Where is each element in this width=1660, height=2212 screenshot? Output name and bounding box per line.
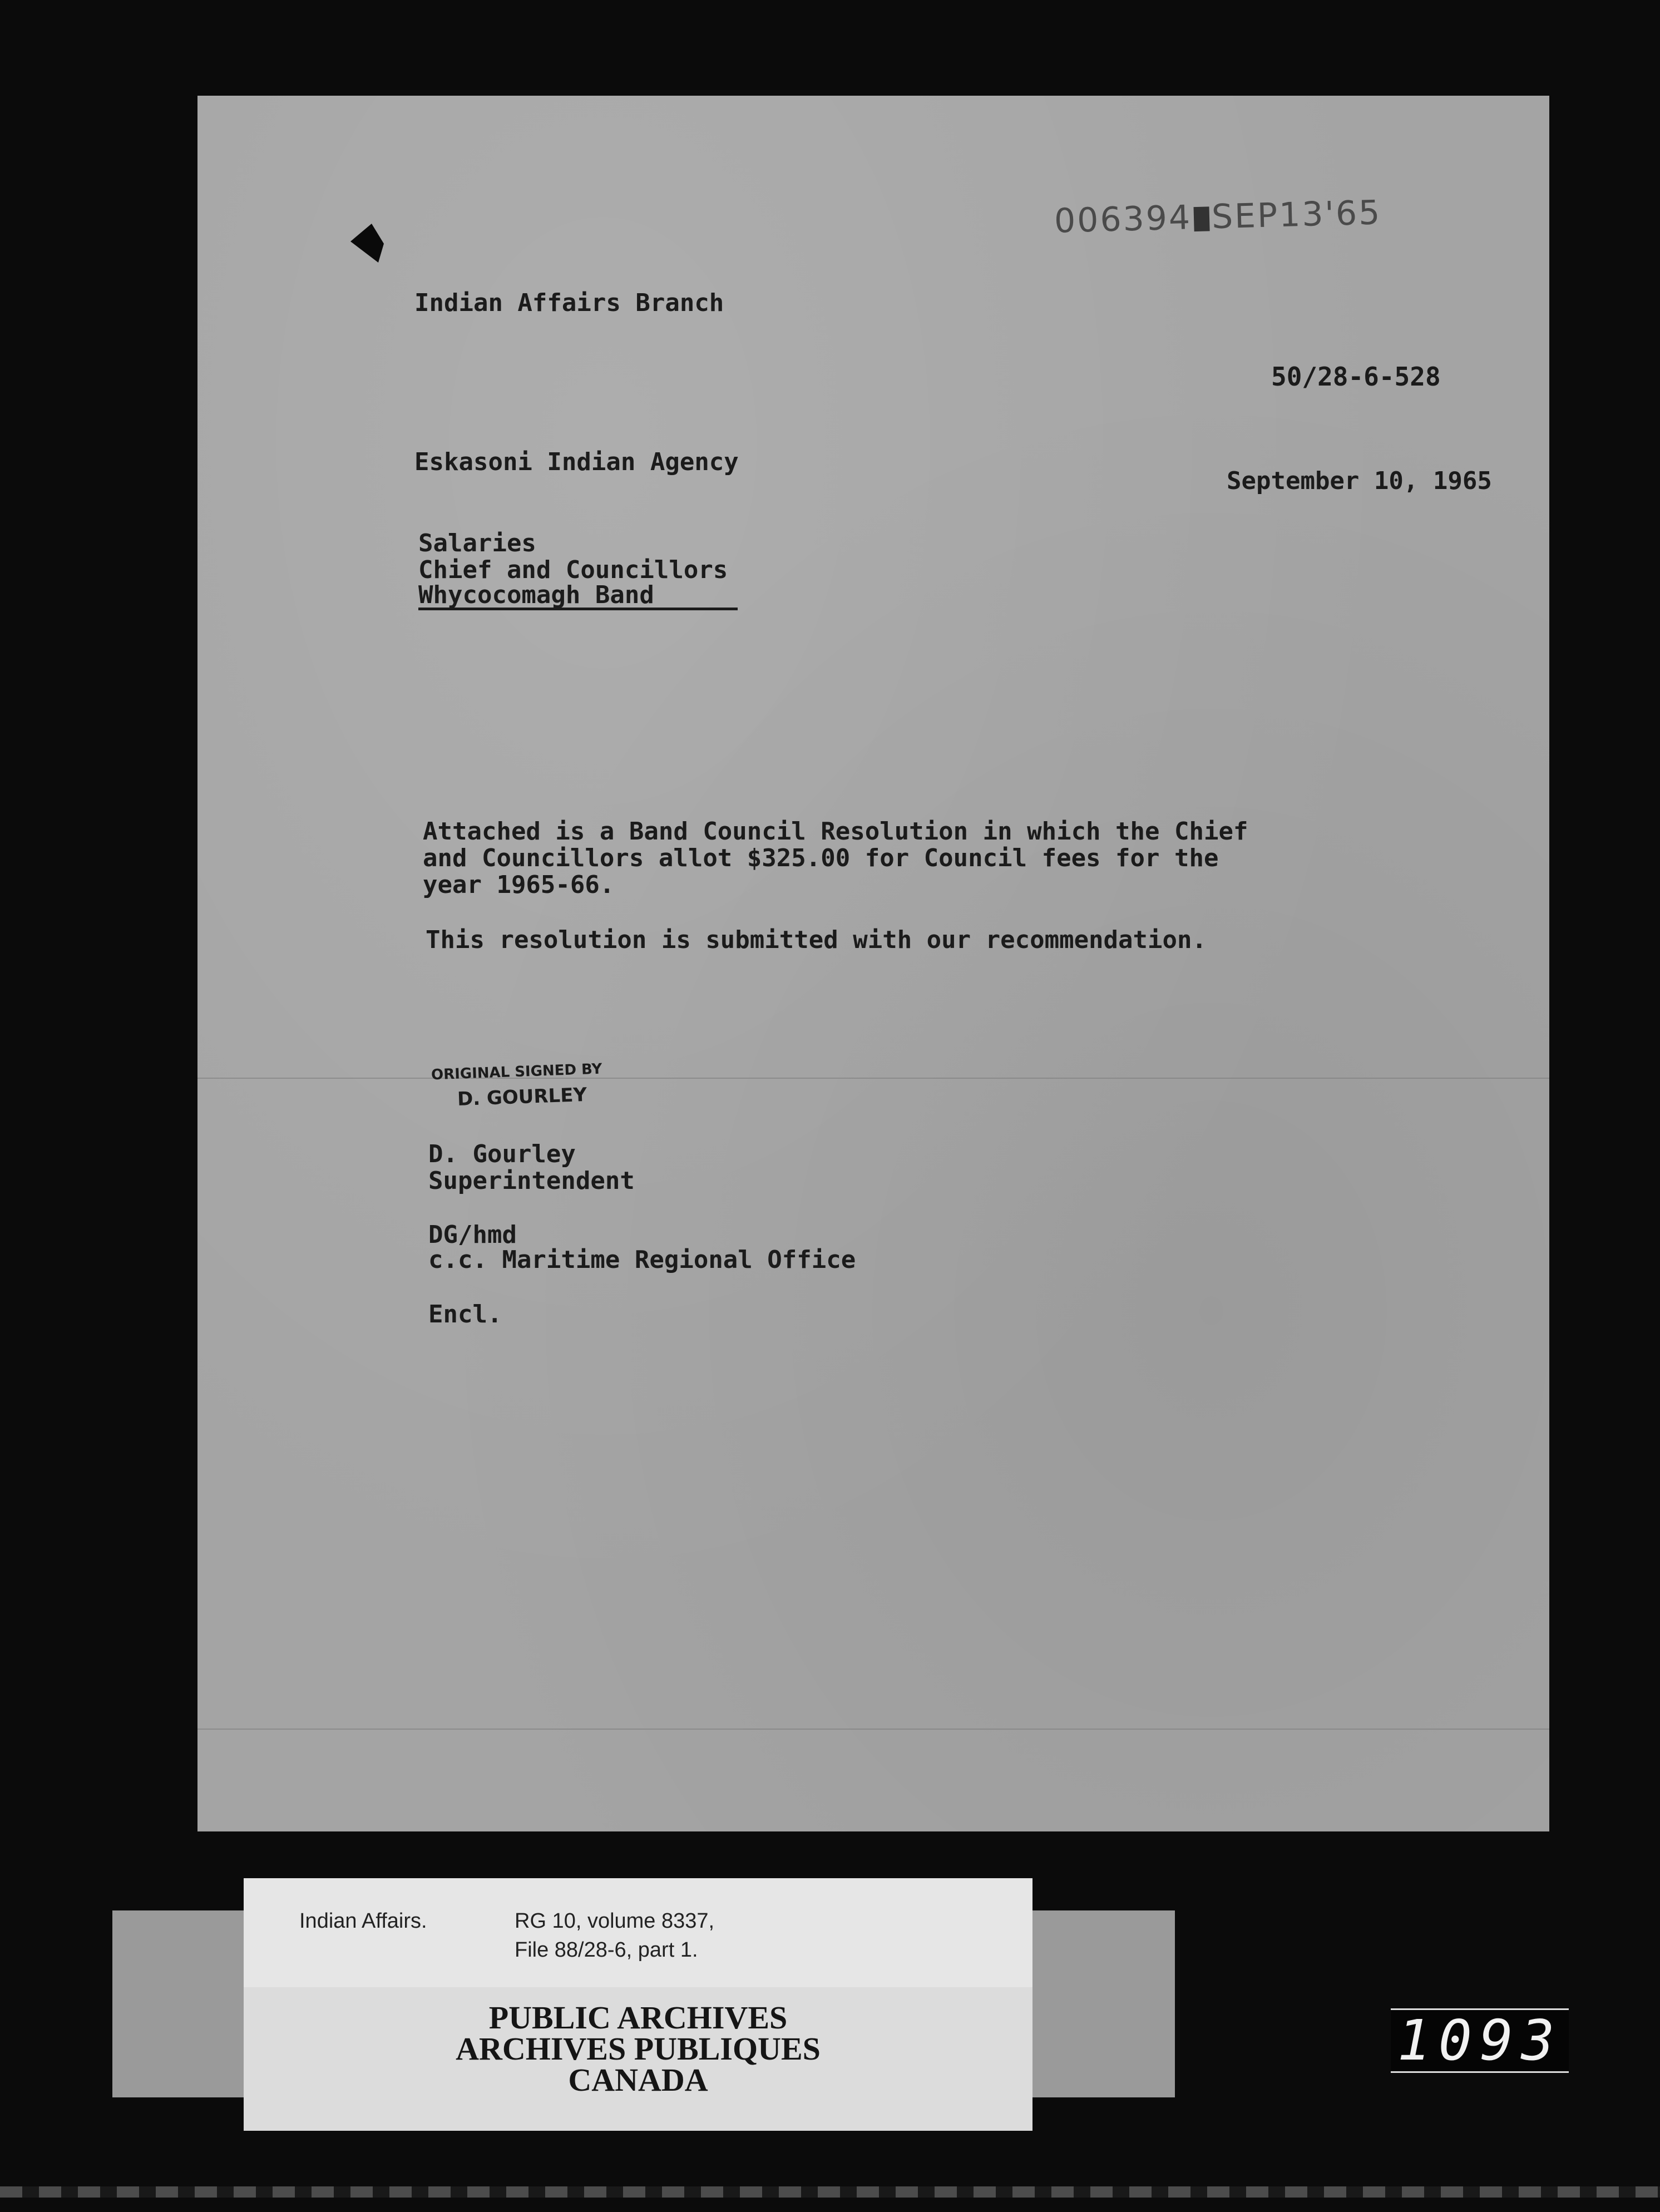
enclosure: Encl.	[428, 1300, 502, 1329]
subject-line-underlined: Whycocomagh Band	[418, 583, 738, 610]
frame-counter: 1093	[1391, 2008, 1569, 2073]
body-line: and Councillors allot $325.00 for Council fees for the	[423, 844, 1219, 872]
carbon-copy: c.c. Maritime Regional Office	[428, 1246, 856, 1274]
stamp-mark	[1194, 207, 1210, 232]
stamp-date: SEP13'65	[1211, 193, 1382, 237]
archive-institution-line: CANADA	[568, 2062, 708, 2098]
signatory-name: D. Gourley	[428, 1140, 576, 1168]
branch-name: Indian Affairs Branch	[414, 289, 724, 317]
film-edge	[0, 2186, 1660, 2198]
letter-date: September 10, 1965	[1227, 467, 1492, 495]
body-line: year 1965-66.	[423, 871, 615, 899]
document-page	[197, 96, 1549, 1831]
subject-line: Salaries	[418, 529, 536, 557]
subject-line: Chief and Councillors	[418, 556, 728, 584]
stamp-number: 006394	[1054, 198, 1192, 241]
fold-line	[197, 1078, 1549, 1079]
signed-stamp-line1: ORIGINAL SIGNED BY	[431, 1060, 602, 1084]
archive-fonds: Indian Affairs.	[299, 1909, 427, 1933]
agency-name: Eskasoni Indian Agency	[414, 448, 739, 476]
archive-institution-line: ARCHIVES PUBLIQUES	[456, 2031, 821, 2067]
archive-reference-line1: RG 10, volume 8337,	[515, 1909, 715, 1933]
archive-institution-line: PUBLIC ARCHIVES	[488, 1999, 788, 2036]
recommendation-text: This resolution is submitted with our recommendation.	[426, 926, 1207, 954]
punch-hole-icon	[350, 221, 395, 266]
fold-line	[197, 1729, 1549, 1730]
archive-reference-line2: File 88/28-6, part 1.	[515, 1938, 698, 1962]
signed-stamp-line2: D. GOURLEY	[457, 1083, 587, 1111]
typist-initials: DG/hmd	[428, 1221, 517, 1249]
file-reference: 50/28-6-528	[1271, 362, 1441, 392]
body-line: Attached is a Band Council Resolution in which the Chief	[423, 817, 1248, 846]
signatory-title: Superintendent	[428, 1167, 635, 1195]
